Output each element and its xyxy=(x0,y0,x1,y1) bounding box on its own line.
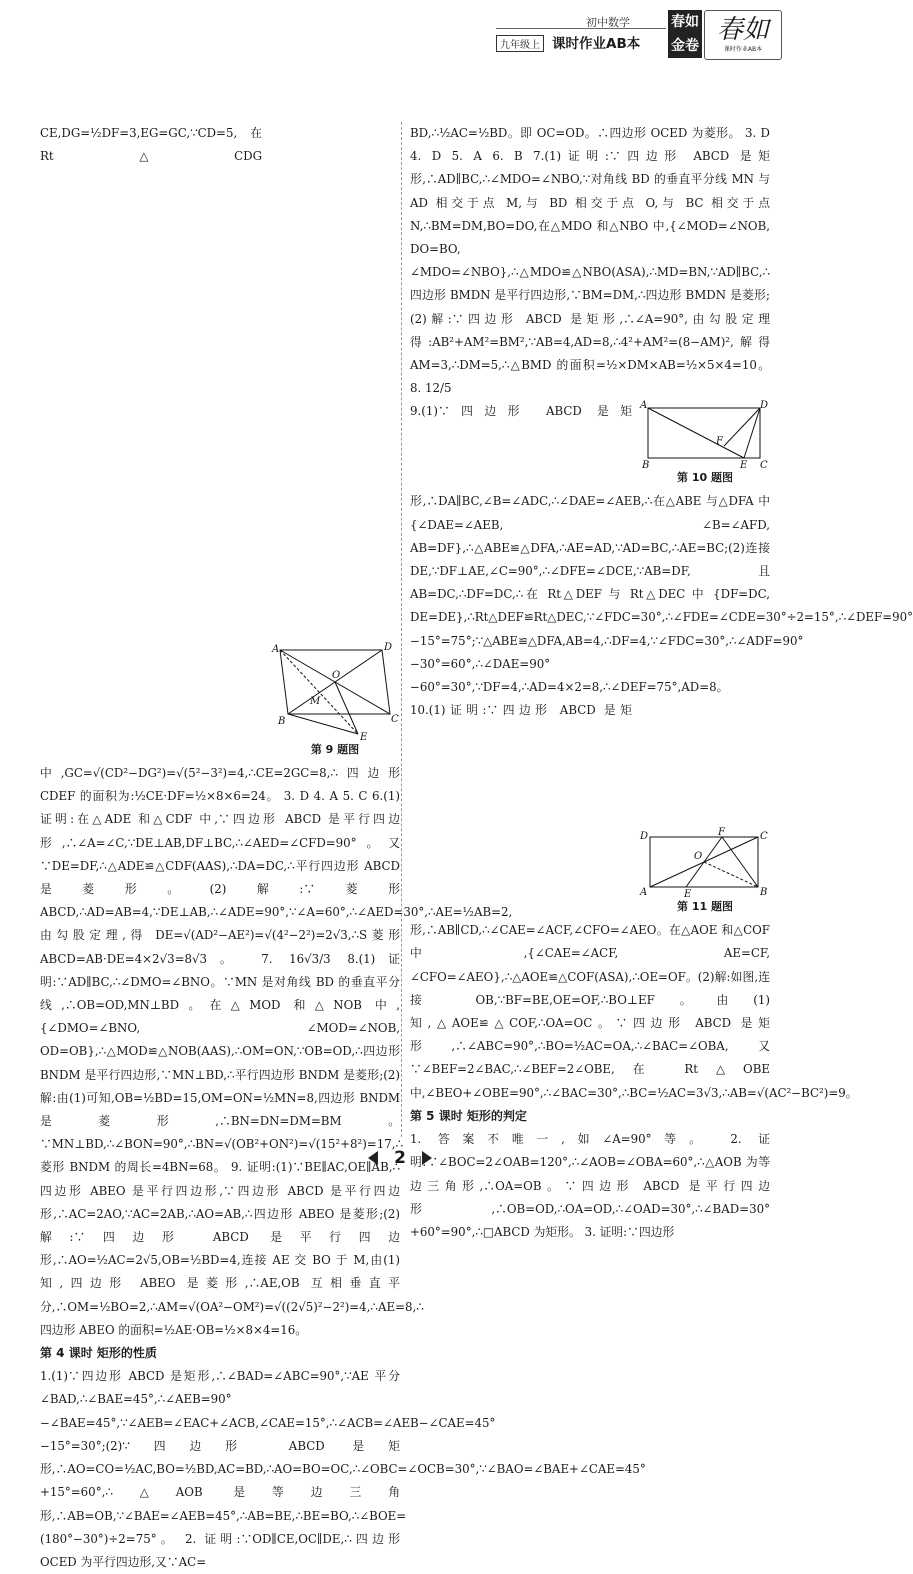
svg-text:C: C xyxy=(760,460,768,472)
svg-text:E: E xyxy=(740,460,748,472)
svg-text:F: F xyxy=(716,436,723,448)
figure-10-caption: 第 10 题图 xyxy=(677,471,733,485)
answers-part6: 1. 答案不唯一,如∠A=90°等。 2. 证明:∵∠BOC=2∠OAB=120°,∴∠AOB=∠OBA=60°,∴△AOB 为等边三角形,∴OA=OB。∵四边形 ABCD 是平行四边形,∴OB=OD,∴OA=OD,∴∠OAD=30°,∴∠BAD=30°+60°=90°,∴□ABCD 为矩形。 3. 证明:∵四边形 xyxy=(410,1132,770,1239)
answers-part5: 10.(1)证明:∵四边形 ABCD 是矩形,∴AB∥CD,∴∠CAE=∠ACF,∠CFO=∠AEO。在△AOE 和△COF 中,{∠CAE=∠ACF, AE=CF, ∠CFO=∠AEO},∴△AOE≌△COF(ASA),∴OE=OF。(2)解:如图,连接 OB,∵BF=BE,OE=OF,∴BO⊥EF。由(1)知,△AOE≌△COF,∴OA=OC。∵四边形 ABCD 是矩形,∴∠ABC=90°,∴BO=½AC=OA,∴∠BAC=∠OBA,又∵∠BEF=2∠BAC,∴∠BEF=2∠OBE,在 Rt△OBE 中,∠BEO+∠OBE=90°,∴∠BAC=30°,∴BC=½AC=3√3,∴AB=√(AC²−BC²)=9。 xyxy=(410,703,858,1100)
svg-text:D: D xyxy=(760,400,769,412)
svg-text:C: C xyxy=(760,831,768,843)
subject-label: 初中数学 xyxy=(586,16,630,29)
svg-text:M: M xyxy=(310,696,321,707)
svg-text:C: C xyxy=(391,714,399,725)
brand-logo: 春如 xyxy=(704,10,782,60)
svg-text:B: B xyxy=(760,887,768,899)
figure-10 xyxy=(640,400,770,486)
figure-9 xyxy=(270,642,400,758)
svg-text:E: E xyxy=(684,889,692,901)
figure-9-caption: 第 9 题图 xyxy=(310,743,360,756)
answers-part4: 9.(1)∵四边形 ABCD 是矩形,∴DA∥BC,∠B=∠ADC,∴∠DAE=∠AEB,∴在△ABE 与△DFA 中 {∠DAE=∠AEB, ∠B=∠AFD, AB=DF},∴△ABE≌△DFA,∴AE=AD,∵AD=BC,∴AE=BC;(2)连接 DE,∵DF⊥AE,∠C=90°,∴∠DFE=∠DCE,∵AB=DF,且 AB=DC,∴DF=DC,∴在 Rt△DEF 与 Rt△DEC 中 {DF=DC, DE=DE},∴Rt△DEF≌Rt△DEC,∵∠FDC=30°,∴∠FDE=∠CDE=30°÷2=15°,∴∠DEF=90°−15°=75°;∵△ABE≌△DFA,AB=4,∴DF=4,∵∠FDC=30°,∴∠ADF=90°−30°=60°,∴∠DAE=90°−60°=30°,∵DF=4,∴AD=4×2=8,∴∠DEF=75°,AD=8。 xyxy=(410,404,913,695)
book-title: 课时作业AB本 xyxy=(552,36,641,52)
answers-part2: 1.(1)∵四边形 ABCD 是矩形,∴∠BAD=∠ABC=90°,∵AE 平分∠BAD,∴∠BAE=45°,∴∠AEB=90°−∠BAE=45°,∵∠AEB=∠EAC+∠ACB,∠CAE=15°,∴∠ACB=∠AEB−∠CAE=45°−15°=30°;(2)∵四边形 ABCD 是矩形,∴AO=CO=½AC,BO=½BD,AC=BD,∴AO=BO=OC,∴∠OBC=∠OCB=30°,∵∠BAO=∠BAE+∠CAE=45°+15°=60°,∴△AOB 是等边三角形,∴AB=OB,∵∠BAE=∠AEB=45°,∴AB=BE,∴BE=BO,∴∠BOE=(180°−30°)÷2=75°。 2. 证明:∵OD∥CE,OC∥DE,∴四边形 OCED 为平行四边形,又∵AC= xyxy=(40,1369,646,1569)
svg-text:D: D xyxy=(640,831,649,843)
header-rule xyxy=(496,28,666,29)
section-5-title: 第 5 课时 矩形的判定 xyxy=(410,1108,527,1123)
column-divider xyxy=(401,122,402,1137)
page-footer xyxy=(0,1148,800,1168)
svg-text:A: A xyxy=(640,400,648,412)
grade-badge: 九年级上 xyxy=(496,35,544,52)
section-4-title: 第 4 课时 矩形的性质 xyxy=(40,1346,157,1361)
brand-logo-subtitle: 课时作业AB本 xyxy=(723,46,763,53)
figure-11-caption: 第 11 题图 xyxy=(677,900,733,914)
figure-10-diagram xyxy=(640,400,770,470)
svg-text:O: O xyxy=(694,851,703,863)
page-header xyxy=(496,8,786,72)
figure-9-diagram xyxy=(270,642,400,742)
svg-text:A: A xyxy=(272,644,280,655)
right-column xyxy=(410,122,913,1244)
svg-text:D: D xyxy=(384,642,393,653)
page-number: 2 xyxy=(394,1148,406,1168)
figure-11-diagram xyxy=(640,829,770,899)
svg-text:A: A xyxy=(640,887,648,899)
svg-text:B: B xyxy=(278,716,286,727)
answers-part3: BD,∴½AC=½BD。即 OC=OD。∴四边形 OCED 为菱形。 3. D 4. D 5. A 6. B 7.(1)证明:∵四边形 ABCD 是矩形,∴AD∥BC,∴∠MDO=∠NBO,∵对角线 BD 的垂直平分线 MN 与 AD 相交于点 M,与 BD 相交于点 O,与 BC 相交于点 N,∴BM=DM,BO=DO,在△MDO 和△NBO 中,{∠MOD=∠NOB, DO=BO, ∠MDO=∠NBO},∴△MDO≌△NBO(ASA),∴MD=BN,∵AD∥BC,∴四边形 BMDN 是平行四边形,∵BM=DM,∴四边形 BMDN 是菱形;(2)解:∵四边形 ABCD 是矩形,∴∠A=90°,由勾股定理得:AB²+AM²=BM²,∵AB=4,AD=8,∴4²+AM²=(8−AM)²,解得 AM=3,∴DM=5,∴△BMD 的面积=½×DM×AB=½×5×4=10。 8. 12/5 xyxy=(410,126,770,396)
answers-part1: CE,DG=½DF=3,EG=GC,∵CD=5,在 Rt△CDG 中,GC=√(CD²−DG²)=√(5²−3²)=4,∴CE=2GC=8,∴四边形 CDEF 的面积为:½CE·DF=½×8×6=24。 3. D 4. A 5. C 6.(1)证明:在△ADE 和△CDF 中,∵四边形 ABCD 是平行四边形,∴∠A=∠C,∵DE⊥AB,DF⊥BC,∴∠AED=∠CFD=90°。又∵DE=DF,∴△ADE≌△CDF(AAS),∴DA=DC,∴平行四边形 ABCD 是菱形。(2)解:∵菱形 ABCD,∴AD=AB=4,∵DE⊥AB,∴∠ADE=90°,∵∠A=60°,∴∠AED=30°,∴AE=½AB=2,由勾股定理,得 DE=√(AD²−AE²)=√(4²−2²)=2√3,∴S菱形ABCD=AB·DE=4×2√3=8√3。 7. 16√3/3 8.(1)证明:∵AD∥BC,∴∠DMO=∠BNO。∵MN 是对角线 BD 的垂直平分线,∴OB=OD,MN⊥BD。在△MOD 和△NOB 中,{∠DMO=∠BNO, ∠MOD=∠NOB, OD=OB},∴△MOD≌△NOB(AAS),∴OM=ON,∵OB=OD,∴四边形 BNDM 是平行四边形,∵MN⊥BD,∴平行四边形 BNDM 是菱形;(2)解:由(1)可知,OB=½BD=15,OM=ON=½MN=8,四边形 BNDM 是菱形,∴BN=DN=DM=BM。∵MN⊥BD,∴∠BON=90°,∴BN=√(OB²+ON²)=√(15²+8²)=17,∴菱形 BNDM 的周长=4BN=68。 9. 证明:(1)∵BE∥AC,OE∥AB,∴四边形 ABEO 是平行四边形,∵四边形 ABCD 是平行四边形,∴AC=2AO,∵AC=2AB,∴AO=AB,∴四边形 ABEO 是菱形;(2)解:∵四边形 ABCD 是平行四边形,∴AO=½AC=2√5,OB=½BD=4,连接 AE 交 BO 于 M,由(1)知,四边形 ABEO 是菱形,∴AE,OB 互相垂直平分,∴OM=½BO=2,∴AM=√(OA²−OM²)=√((2√5)²−2²)=4,∴AE=8,∴四边形 ABEO 的面积=½AE·OB=½×8×4=16。 xyxy=(40,126,513,1337)
svg-text:F: F xyxy=(718,827,725,839)
svg-text:O: O xyxy=(332,670,341,681)
brand-block: 春如金卷 xyxy=(668,10,702,58)
svg-text:E: E xyxy=(360,732,368,743)
prev-page-icon xyxy=(368,1151,378,1165)
figure-11 xyxy=(640,829,770,915)
next-page-icon xyxy=(422,1151,432,1165)
svg-text:B: B xyxy=(642,460,650,472)
